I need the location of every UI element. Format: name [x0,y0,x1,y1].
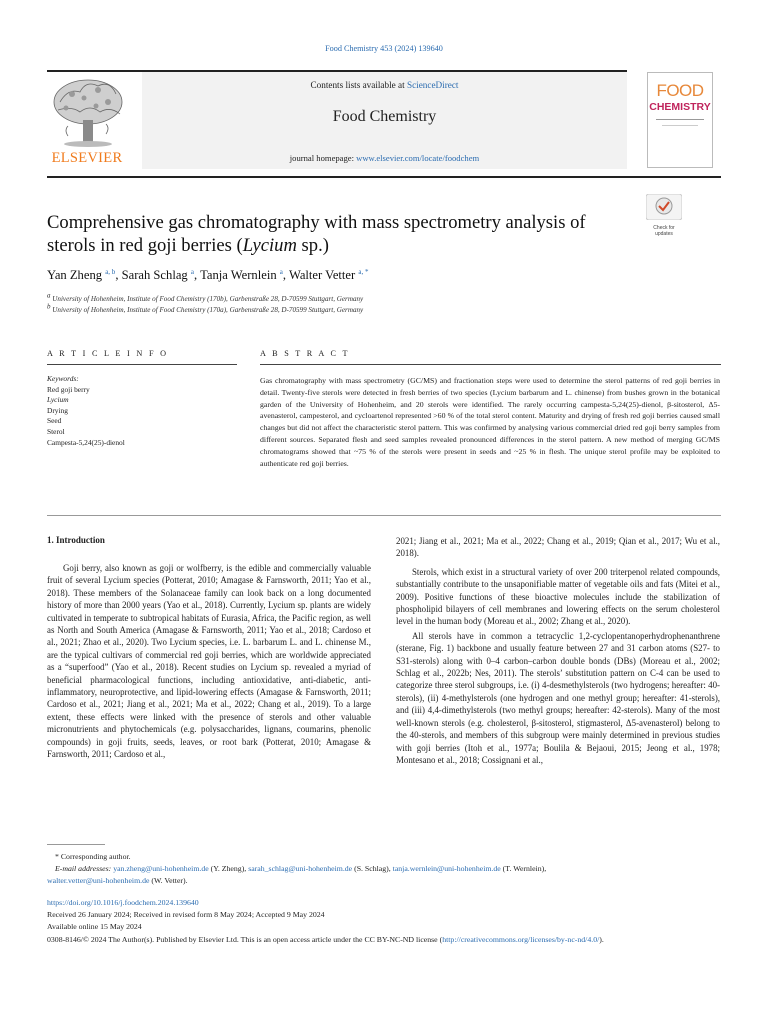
author-list: Yan Zheng $^{a, b}$, Sarah Schlag $^a$, Tanja Wernlein $^a$, Walter Vetter $^{a, *}$ [47,267,369,282]
homepage-prefix: journal homepage: [289,153,357,163]
intro-column-left [47,562,371,761]
keywords-block [47,374,125,448]
intro-paragraph-1-continued: 2021; Jiang et al., 2021; Ma et al., 2022; Chang et al., 2019; Qian et al., 2017; Wu et al., 2018). [396,536,720,559]
check-for-updates-badge[interactable] [646,194,682,237]
section-heading-introduction: 1. Introduction [47,535,105,545]
corresponding-author-note: * Corresponding author. [55,852,131,861]
article-info-rule [47,364,237,365]
homepage-line [142,153,627,163]
keyword: Sterol [47,426,65,436]
cover-divider-2 [662,125,698,126]
journal-name: Food Chemistry [332,108,437,125]
article-info-heading: A R T I C L E I N F O [47,349,169,358]
author-name[interactable]: Tanja Wernlein [200,268,277,282]
keyword: Red goji berry [47,384,90,394]
email-link[interactable]: yan.zheng@uni-hohenheim.de [113,864,209,874]
affiliation-b [47,302,364,314]
abstract-rule [260,364,721,365]
abstract-text: Gas chromatography with mass spectrometry (GC/MS) and fractionation steps were used to determine the sterol patterns of red goji berries in detail. Twenty-five sterols were detected in fresh berries of two species (Lycium barbarum and L. chinense) from bushes grown in the botanical garden of the University of Hohenheim, and 20 sterols were identified. The rarely occurring campesta-5,24(25)-dienol, β-sitosterol, Δ5-avenasterol, campesterol, and cycloartenol represented >60 % of the total sterol content. Maturity and drying of fresh red goji berries caused small changes but did not affect the characteristic sterol pattern. This was confirmed by analysing various commercial dried red goji berry samples from different sources. Separated flesh and seed samples revealed pronounced differences in the sterol pattern. A new method of merging GC/MS chromatograms showed that ~75 % of the sterols were present in seeds and ~25 % in flesh. The unique sterol profile may be exploited to authenticate red goji berries. [260,376,720,468]
cover-title-food: FOOD [656,81,704,100]
license-end: ). [599,934,604,944]
author-name[interactable]: Yan Zheng [47,268,103,282]
sciencedirect-link[interactable]: ScienceDirect [406,80,459,90]
keyword: Campesta-5,24(25)-dienol [47,437,125,447]
journal-cover[interactable] [647,72,713,168]
available-online: Available online 15 May 2024 [47,922,142,932]
elsevier-wordmark: ELSEVIER [51,150,123,166]
email-owner: (S. Schlag), [352,864,393,874]
intro-column-right [396,535,720,766]
email-line [47,863,721,875]
contents-line [142,80,627,90]
email-link[interactable]: walter.vetter@uni-hohenheim.de [47,876,150,886]
article-title [47,211,627,257]
footnotes [47,851,721,888]
email-owner: (W. Vetter). [149,876,188,886]
keyword: Seed [47,416,62,426]
journal-citation[interactable]: Food Chemistry 453 (2024) 139640 [325,44,443,53]
intro-paragraph-3: All sterols have in common a tetracyclic 1,2-cyclopentanoperhydrophenanthrene (sterane, Fig. 1) backbone and usually feature between 27 and 31 carbon atoms (S27- to S31-sterols) along with 0–4 carbon–carbon double bonds (DBs) (Moreau et al., 2002; Schlag et al., 2022b; Nes, 2011). The sterols’ substitution pattern on C-4 can be used to categorize three sterol subgroups, i.e. (i) 4-desmethylsterols (two hydrogens; hereafter: 40-sterols), (ii) 4-methylsterols (one hydrogen and one methyl group; hereafter: 41-sterols), and (iii) 4,4-dimethylsterols (two methyl groups; hereafter: 42-sterols). Many of the most well-known sterols (e.g. cholesterol, β-sitosterol, stigmasterol, Δ5-avenasterol) belong to the 40-sterols, and members of this subgroup were mainly determined in previous studies with goji berries (Itoh et al., 1977a; Boulila & Bejaoui, 2015; Jeong et al., 1978; Montesano et al., 2018; Cossignani et al., [396,630,720,765]
email-link[interactable]: tanja.wernlein@uni-hohenheim.de [392,864,501,874]
received-dates: Received 26 January 2024; Received in revised form 8 May 2024; Accepted 9 May 2024 [47,910,325,920]
doi-link[interactable]: https://doi.org/10.1016/j.foodchem.2024.139640 [47,898,199,907]
intro-paragraph-2: Sterols, which exist in a structural variety of over 200 triterpenol related compounds, substantially contribute to the unsaponifiable matter of vegetable oils and fats (Mitei et al., 2009). Positive functions of these bioactive molecules include the stabilization of phospholipid bilayers of cell membranes and lowering effects on the serum cholesterol level in the human body (Moreau et al., 2002; Zhang et al., 2020). [396,566,720,627]
publication-details [47,897,721,946]
abstract-heading: A B S T R A C T [260,349,350,358]
elsevier-tree-logo [50,76,126,150]
license-link[interactable]: http://creativecommons.org/licenses/by-nc-nd/4.0/ [442,934,600,944]
email-owner: (T. Wernlein), [500,864,547,874]
affiliation-text: University of Hohenheim, Institute of Food Chemistry (170a), Garbenstraße 28, D-70599 Stuttgart, Germany [52,306,364,314]
contents-prefix: Contents lists available at [310,80,407,90]
author-sup[interactable]: a, * [358,267,369,276]
intro-paragraph-1: Goji berry, also known as goji or wolfberry, is the edible and commercially valuable fruit of several Lycium species (Potterat, 2010; Amagase & Farnsworth, 2011; Yao et al., 2018). These members of the Solanaceae family can look back on a long documented history of more than 2000 years (Yao et al., 2018). Currently, Lycium sp. plants are widely cultivated in temperate to subtropical habitats of Eurasia, Africa, the Pacific region, as well as North and South America (Amagase & Farnsworth, 2011; Yao et al., 2018; Cardoso et al., 2021; Zhao et al., 2020). Two Lycium species, i.e. L. barbarum L. and L. chinense M., are the typical cultivars of commercial red goji berries, which are worldwide appreciated as a “superfood” (Yao et al., 2018). Recent studies on Lycium sp. revealed a myriad of beneficial pharmacological functions, including antioxidative, anti-diabetic, anti-inflammatory, neuroprotective, and lipid-lowering effects (Amagase & Farnsworth, 2011; Cardoso et al., 2021; Jiang et al., 2021; Ma et al., 2022; Chang et al., 2019). To a large extent, these effects were linked with the presence of sterols and other valuable micronutrients and phytochemicals (e.g. polysaccharides, lignans, coumarins, phenolic compounds) in goji fruits, seeds, leaves, or root bark (Potterat, 2010; Amagase & Farnsworth, 2011; Cardoso et al., [47,563,371,760]
header-bottom-rule [47,176,721,178]
affiliation-text: University of Hohenheim, Institute of Food Chemistry (170b), Garbenstraße 28, D-70599 Stuttgart, Germany [52,295,364,303]
email-owner: (Y. Zheng), [208,864,249,874]
abstract-bottom-rule [47,515,721,516]
email-label: E-mail addresses: [55,864,114,874]
affiliation-a [47,291,364,303]
footnote-rule [47,844,105,845]
keyword: Lycium [47,395,69,405]
check-updates-icon [646,194,682,220]
homepage-link[interactable]: www.elsevier.com/locate/foodchem [356,153,480,163]
title-text-1: Comprehensive gas chromatography with mass spectrometry analysis of sterols in red goji berries ( [47,212,586,256]
author-sup[interactable]: a [279,267,283,276]
check-updates-label: Check for updates [653,225,675,237]
email-link[interactable]: sarah_schlag@uni-hohenheim.de [248,864,353,874]
author-sup[interactable]: a, b [105,267,116,276]
keywords-label: Keywords: [47,374,79,383]
keyword: Drying [47,405,68,415]
affiliation-sup: a [47,291,51,300]
affiliation-sup: b [47,302,51,311]
author-name[interactable]: Walter Vetter [288,268,356,282]
title-text-2: sp.) [296,235,329,256]
license-line [47,934,721,946]
author-sup[interactable]: a [190,267,194,276]
email-line-2 [47,875,721,887]
cover-title-chemistry: CHEMISTRY [649,101,711,113]
author-name[interactable]: Sarah Schlag [121,268,188,282]
cover-divider [656,119,704,120]
title-italic: Lycium [242,235,297,256]
license-text: 0308-8146/© 2024 The Author(s). Published by Elsevier Ltd. This is an open access article under the CC BY-NC-ND license ( [47,934,443,944]
